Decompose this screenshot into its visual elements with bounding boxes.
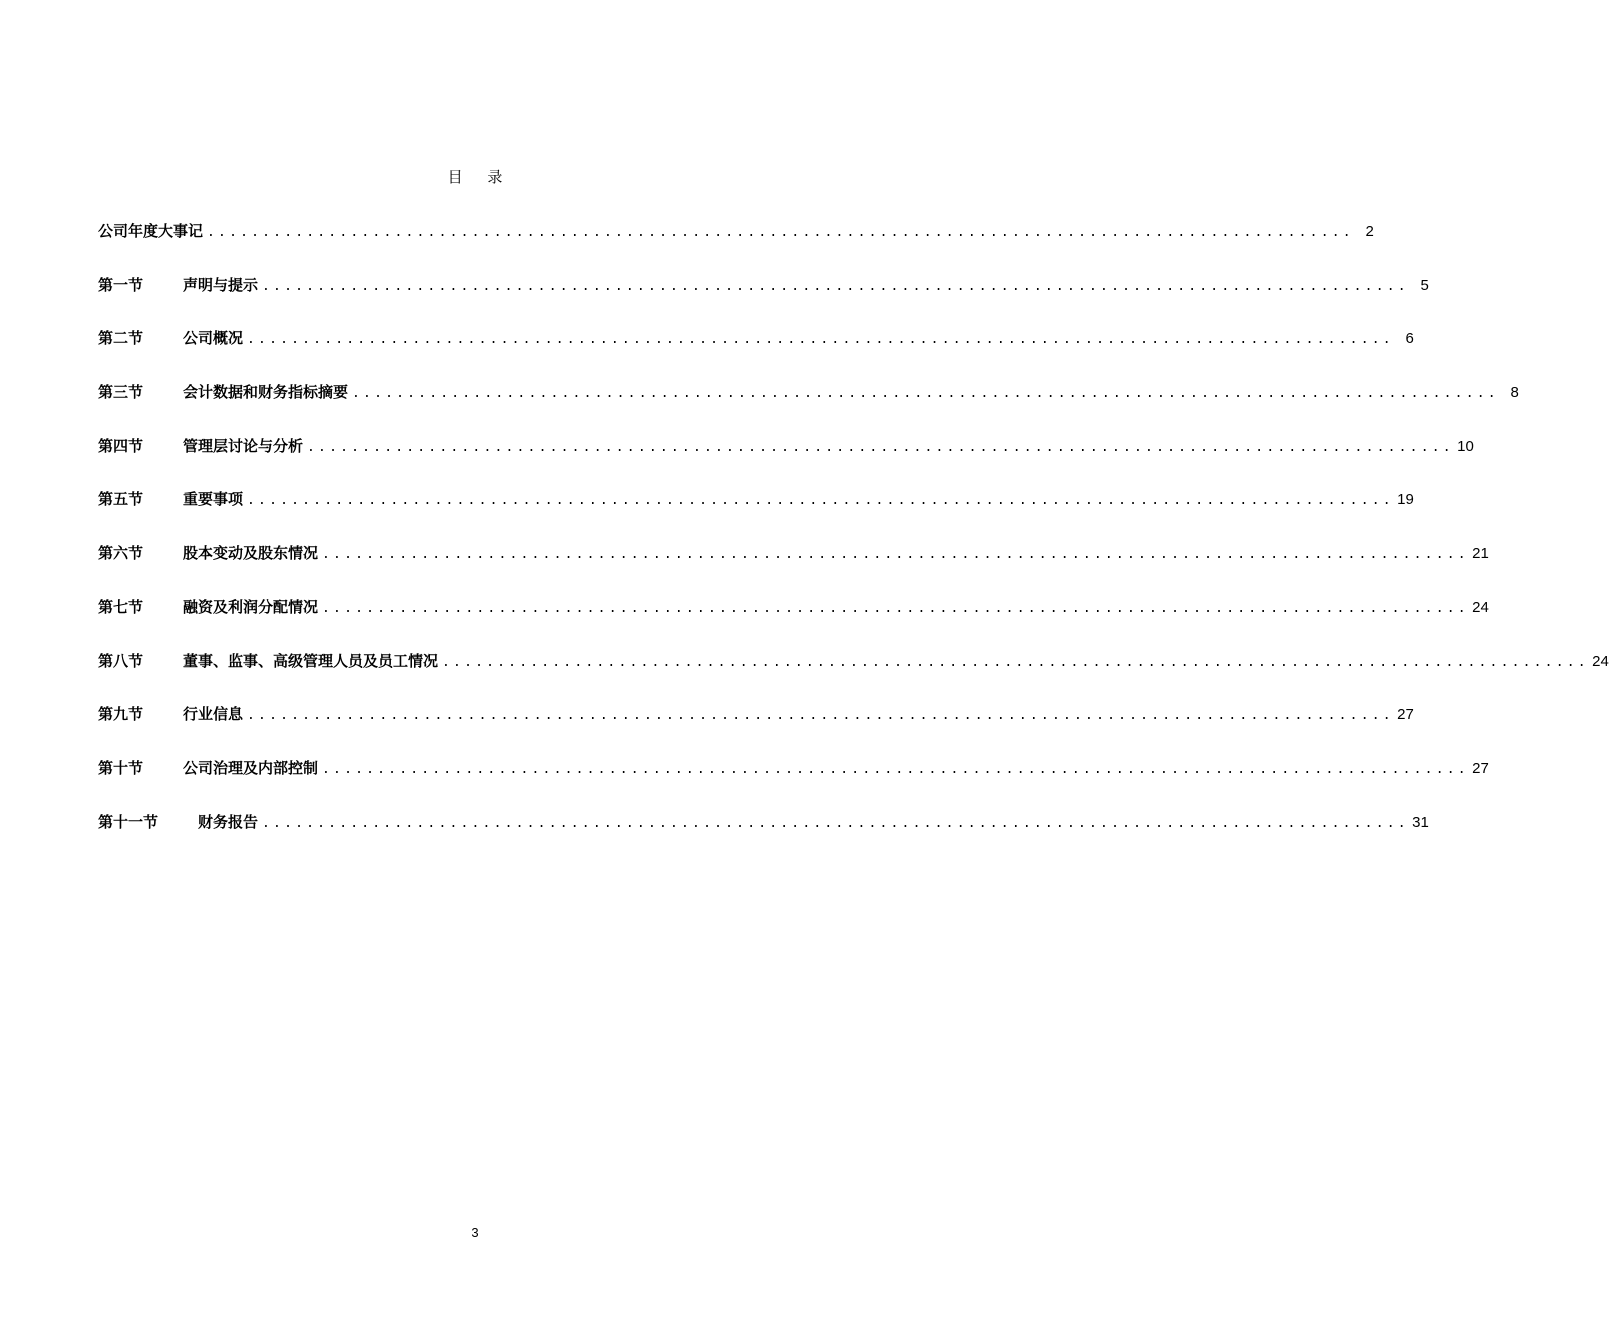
toc-entry-page: 24 — [1592, 652, 1609, 670]
dot-leader: ........................................................................................................ — [322, 761, 1469, 777]
toc-entry-page: 10 — [1457, 437, 1474, 455]
toc-entry-section: 第一节 — [98, 275, 144, 294]
dot-leader: ........................................................................................................ — [207, 225, 1354, 240]
toc-entry-title: 声明与提示 — [183, 275, 259, 294]
toc-entry[interactable] — [98, 274, 1429, 328]
toc-entry-page: 6 — [1405, 330, 1414, 348]
toc-entry-title: 会计数据和财务指标摘要 — [183, 383, 349, 402]
toc-entry-page: 2 — [1365, 223, 1374, 240]
dot-leader: ........................................................................................................ — [322, 547, 1469, 563]
toc-entry-section: 第八节 — [98, 651, 144, 670]
toc-entry[interactable] — [98, 811, 1429, 865]
toc-entry-page: 24 — [1472, 598, 1489, 616]
toc-entry-title: 股本变动及股东情况 — [183, 544, 319, 563]
toc-entry-page: 21 — [1472, 545, 1489, 563]
toc-entry-section: 第四节 — [98, 436, 144, 455]
toc-entry-title: 融资及利润分配情况 — [183, 597, 319, 616]
toc-entry-section: 第六节 — [98, 544, 144, 563]
toc-entry[interactable] — [98, 596, 1489, 650]
toc-list — [98, 220, 1609, 864]
toc-entry[interactable] — [98, 703, 1414, 757]
toc-entry[interactable] — [98, 381, 1519, 435]
toc-entry[interactable] — [98, 327, 1414, 381]
toc-entry-title: 行业信息 — [183, 705, 244, 724]
toc-entry-title: 董事、监事、高级管理人员及员工情况 — [183, 651, 439, 670]
toc-entry[interactable] — [98, 435, 1474, 489]
toc-entry-section: 第二节 — [98, 329, 144, 348]
dot-leader: ........................................................................................................ — [442, 654, 1589, 670]
toc-entry-title: 管理层讨论与分析 — [183, 436, 304, 455]
dot-leader: ........................................................................................................ — [247, 332, 1394, 348]
toc-entry-page: 5 — [1420, 276, 1429, 294]
toc-entry-page: 8 — [1510, 384, 1519, 402]
toc-entry-page: 27 — [1397, 706, 1414, 724]
dot-leader: ........................................................................................................ — [262, 278, 1409, 294]
toc-entry-title: 公司年度大事记 — [98, 222, 204, 240]
toc-title: 目 录 — [447, 168, 513, 186]
page-number: 3 — [471, 1225, 479, 1240]
dot-leader: ........................................................................................................ — [247, 493, 1394, 509]
toc-entry-title: 公司概况 — [183, 329, 244, 348]
toc-entry[interactable] — [98, 488, 1414, 542]
dot-leader: ........................................................................................................ — [322, 600, 1469, 616]
toc-entry-title: 重要事项 — [183, 490, 244, 509]
toc-entry-section: 第七节 — [98, 597, 144, 616]
toc-entry-section: 第十一节 — [98, 812, 159, 831]
dot-leader: ........................................................................................................ — [307, 439, 1454, 455]
toc-entry[interactable] — [98, 220, 1374, 274]
toc-entry[interactable] — [98, 757, 1489, 811]
dot-leader: ........................................................................................................ — [352, 386, 1499, 402]
toc-entry-page: 19 — [1397, 491, 1414, 509]
toc-entry[interactable] — [98, 542, 1489, 596]
toc-entry-section: 第三节 — [98, 383, 144, 402]
toc-entry-page: 27 — [1472, 759, 1489, 777]
toc-entry-page: 31 — [1412, 813, 1429, 831]
dot-leader: ........................................................................................................ — [262, 815, 1409, 831]
toc-entry-section: 第九节 — [98, 705, 144, 724]
dot-leader: ........................................................................................................ — [247, 708, 1394, 724]
toc-entry-title: 公司治理及内部控制 — [183, 758, 319, 777]
toc-entry-section: 第五节 — [98, 490, 144, 509]
toc-entry-title: 财务报告 — [198, 812, 259, 831]
toc-entry[interactable] — [98, 650, 1609, 704]
toc-entry-section: 第十节 — [98, 758, 144, 777]
